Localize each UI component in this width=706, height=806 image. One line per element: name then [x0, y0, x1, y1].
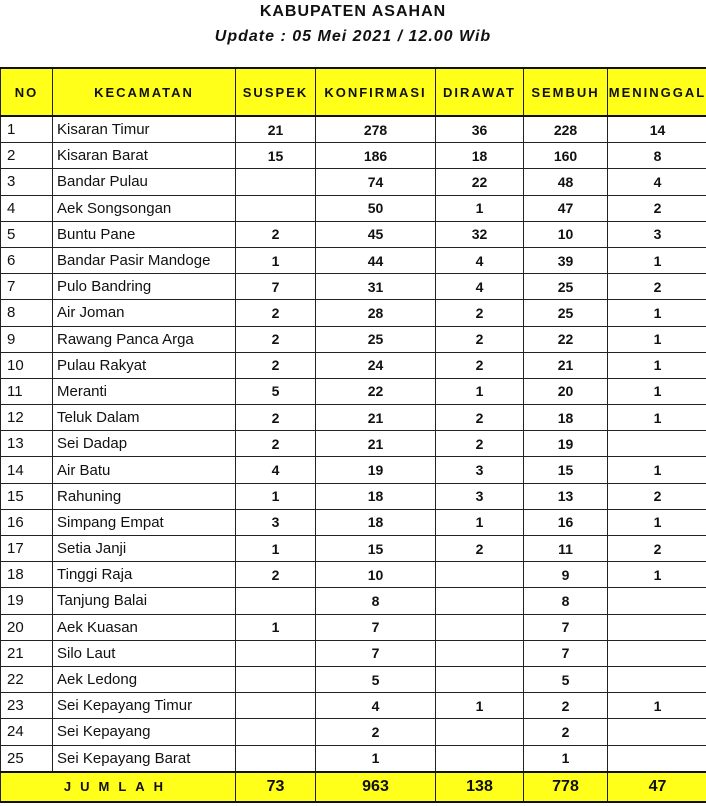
meninggal-value	[608, 431, 706, 457]
kecamatan-name: Buntu Pane	[53, 221, 236, 247]
table-row	[1, 169, 706, 195]
column-header-dirawat: DIRAWAT	[436, 68, 524, 116]
row-number: 1	[1, 116, 53, 143]
dirawat-value: 2	[436, 352, 524, 378]
konfirmasi-value: 186	[316, 143, 436, 169]
konfirmasi-value: 4	[316, 693, 436, 719]
table-row	[1, 300, 706, 326]
row-number: 10	[1, 352, 53, 378]
konfirmasi-value: 7	[316, 614, 436, 640]
dirawat-value: 2	[436, 431, 524, 457]
row-number: 9	[1, 326, 53, 352]
table-row	[1, 352, 706, 378]
sembuh-value: 19	[524, 431, 608, 457]
total-sembuh: 778	[524, 772, 608, 802]
kecamatan-name: Kisaran Timur	[53, 116, 236, 143]
table-row	[1, 483, 706, 509]
konfirmasi-value: 44	[316, 247, 436, 273]
row-number: 13	[1, 431, 53, 457]
dirawat-value	[436, 640, 524, 666]
suspek-value	[236, 693, 316, 719]
kecamatan-name: Kisaran Barat	[53, 143, 236, 169]
kecamatan-name: Aek Kuasan	[53, 614, 236, 640]
konfirmasi-value: 25	[316, 326, 436, 352]
konfirmasi-value: 45	[316, 221, 436, 247]
meninggal-value	[608, 719, 706, 745]
meninggal-value: 2	[608, 536, 706, 562]
dirawat-value: 18	[436, 143, 524, 169]
konfirmasi-value: 50	[316, 195, 436, 221]
dirawat-value: 1	[436, 378, 524, 404]
meninggal-value: 2	[608, 195, 706, 221]
sembuh-value: 20	[524, 378, 608, 404]
konfirmasi-value: 28	[316, 300, 436, 326]
table-row	[1, 247, 706, 273]
column-header-konfirmasi: KONFIRMASI	[316, 68, 436, 116]
table-row	[1, 588, 706, 614]
row-number: 12	[1, 405, 53, 431]
sembuh-value: 10	[524, 221, 608, 247]
table-body	[1, 116, 706, 772]
kecamatan-name: Air Batu	[53, 457, 236, 483]
column-header-suspek: SUSPEK	[236, 68, 316, 116]
kecamatan-name: Sei Dadap	[53, 431, 236, 457]
table-row	[1, 509, 706, 535]
konfirmasi-value: 24	[316, 352, 436, 378]
kecamatan-name: Air Joman	[53, 300, 236, 326]
row-number: 11	[1, 378, 53, 404]
row-number: 18	[1, 562, 53, 588]
suspek-value: 15	[236, 143, 316, 169]
suspek-value	[236, 169, 316, 195]
kecamatan-name: Sei Kepayang	[53, 719, 236, 745]
dirawat-value: 4	[436, 274, 524, 300]
konfirmasi-value: 2	[316, 719, 436, 745]
table-row	[1, 431, 706, 457]
table-row	[1, 143, 706, 169]
suspek-value: 1	[236, 247, 316, 273]
meninggal-value	[608, 614, 706, 640]
konfirmasi-value: 19	[316, 457, 436, 483]
sembuh-value: 1	[524, 745, 608, 772]
konfirmasi-value: 18	[316, 483, 436, 509]
dirawat-value	[436, 614, 524, 640]
row-number: 25	[1, 745, 53, 772]
suspek-value	[236, 640, 316, 666]
total-konfirmasi: 963	[316, 772, 436, 802]
dirawat-value: 22	[436, 169, 524, 195]
suspek-value: 2	[236, 221, 316, 247]
kecamatan-name: Sei Kepayang Barat	[53, 745, 236, 772]
meninggal-value: 1	[608, 247, 706, 273]
suspek-value: 2	[236, 431, 316, 457]
konfirmasi-value: 22	[316, 378, 436, 404]
meninggal-value	[608, 666, 706, 692]
sembuh-value: 25	[524, 274, 608, 300]
kecamatan-name: Aek Ledong	[53, 666, 236, 692]
total-row	[1, 772, 706, 802]
column-header-kecamatan: KECAMATAN	[53, 68, 236, 116]
suspek-value: 1	[236, 483, 316, 509]
table-row	[1, 640, 706, 666]
meninggal-value: 1	[608, 562, 706, 588]
row-number: 16	[1, 509, 53, 535]
konfirmasi-value: 21	[316, 431, 436, 457]
konfirmasi-value: 278	[316, 116, 436, 143]
sembuh-value: 7	[524, 640, 608, 666]
kecamatan-name: Tanjung Balai	[53, 588, 236, 614]
suspek-value: 1	[236, 536, 316, 562]
row-number: 23	[1, 693, 53, 719]
update-timestamp: Update : 05 Mei 2021 / 12.00 Wib	[214, 28, 492, 45]
dirawat-value: 2	[436, 405, 524, 431]
row-number: 19	[1, 588, 53, 614]
meninggal-value: 1	[608, 509, 706, 535]
dirawat-value	[436, 588, 524, 614]
meninggal-value: 3	[608, 221, 706, 247]
meninggal-value: 1	[608, 405, 706, 431]
meninggal-value	[608, 640, 706, 666]
konfirmasi-value: 74	[316, 169, 436, 195]
sembuh-value: 47	[524, 195, 608, 221]
suspek-value: 2	[236, 562, 316, 588]
suspek-value	[236, 719, 316, 745]
sembuh-value: 228	[524, 116, 608, 143]
suspek-value	[236, 666, 316, 692]
dirawat-value	[436, 562, 524, 588]
meninggal-value: 1	[608, 378, 706, 404]
suspek-value	[236, 195, 316, 221]
suspek-value	[236, 745, 316, 772]
kecamatan-name: Aek Songsongan	[53, 195, 236, 221]
row-number: 22	[1, 666, 53, 692]
sembuh-value: 7	[524, 614, 608, 640]
sembuh-value: 21	[524, 352, 608, 378]
total-label: JUMLAH	[1, 772, 236, 802]
total-meninggal: 47	[608, 772, 706, 802]
total-dirawat: 138	[436, 772, 524, 802]
sembuh-value: 8	[524, 588, 608, 614]
dirawat-value: 1	[436, 509, 524, 535]
sembuh-value: 5	[524, 666, 608, 692]
konfirmasi-value: 31	[316, 274, 436, 300]
konfirmasi-value: 15	[316, 536, 436, 562]
meninggal-value: 2	[608, 483, 706, 509]
table-row	[1, 457, 706, 483]
meninggal-value: 2	[608, 274, 706, 300]
meninggal-value: 1	[608, 457, 706, 483]
sembuh-value: 160	[524, 143, 608, 169]
table-row	[1, 666, 706, 692]
row-number: 6	[1, 247, 53, 273]
covid-cases-table	[0, 67, 706, 803]
suspek-value	[236, 588, 316, 614]
dirawat-value: 2	[436, 536, 524, 562]
sembuh-value: 9	[524, 562, 608, 588]
kecamatan-name: Bandar Pasir Mandoge	[53, 247, 236, 273]
kecamatan-name: Simpang Empat	[53, 509, 236, 535]
row-number: 4	[1, 195, 53, 221]
table-row	[1, 221, 706, 247]
dirawat-value: 36	[436, 116, 524, 143]
kecamatan-name: Teluk Dalam	[53, 405, 236, 431]
row-number: 21	[1, 640, 53, 666]
row-number: 17	[1, 536, 53, 562]
table-row	[1, 562, 706, 588]
sembuh-value: 18	[524, 405, 608, 431]
konfirmasi-value: 18	[316, 509, 436, 535]
suspek-value: 5	[236, 378, 316, 404]
dirawat-value: 1	[436, 693, 524, 719]
sembuh-value: 11	[524, 536, 608, 562]
report-title: KABUPATEN ASAHAN	[259, 3, 447, 20]
kecamatan-name: Pulo Bandring	[53, 274, 236, 300]
dirawat-value	[436, 719, 524, 745]
kecamatan-name: Rahuning	[53, 483, 236, 509]
dirawat-value: 4	[436, 247, 524, 273]
table-row	[1, 274, 706, 300]
kecamatan-name: Rawang Panca Arga	[53, 326, 236, 352]
sembuh-value: 2	[524, 693, 608, 719]
table-row	[1, 405, 706, 431]
suspek-value: 3	[236, 509, 316, 535]
dirawat-value: 32	[436, 221, 524, 247]
row-number: 8	[1, 300, 53, 326]
total-suspek: 73	[236, 772, 316, 802]
kecamatan-name: Meranti	[53, 378, 236, 404]
table-row	[1, 745, 706, 772]
suspek-value: 2	[236, 405, 316, 431]
row-number: 2	[1, 143, 53, 169]
table-row	[1, 719, 706, 745]
meninggal-value: 14	[608, 116, 706, 143]
sembuh-value: 22	[524, 326, 608, 352]
meninggal-value	[608, 745, 706, 772]
sembuh-value: 13	[524, 483, 608, 509]
meninggal-value: 1	[608, 300, 706, 326]
meninggal-value: 1	[608, 693, 706, 719]
kecamatan-name: Tinggi Raja	[53, 562, 236, 588]
suspek-value: 4	[236, 457, 316, 483]
dirawat-value: 1	[436, 195, 524, 221]
row-number: 20	[1, 614, 53, 640]
suspek-value: 21	[236, 116, 316, 143]
sembuh-value: 48	[524, 169, 608, 195]
column-header-meninggal: MENINGGAL	[608, 68, 706, 116]
kecamatan-name: Pulau Rakyat	[53, 352, 236, 378]
table-row	[1, 614, 706, 640]
row-number: 15	[1, 483, 53, 509]
table-row	[1, 195, 706, 221]
dirawat-value: 2	[436, 300, 524, 326]
dirawat-value: 2	[436, 326, 524, 352]
konfirmasi-value: 21	[316, 405, 436, 431]
konfirmasi-value: 8	[316, 588, 436, 614]
meninggal-value: 8	[608, 143, 706, 169]
suspek-value: 2	[236, 300, 316, 326]
dirawat-value	[436, 745, 524, 772]
table-header-row	[1, 68, 706, 116]
row-number: 3	[1, 169, 53, 195]
sembuh-value: 25	[524, 300, 608, 326]
meninggal-value: 4	[608, 169, 706, 195]
column-header-no: NO	[1, 68, 53, 116]
konfirmasi-value: 1	[316, 745, 436, 772]
kecamatan-name: Sei Kepayang Timur	[53, 693, 236, 719]
kecamatan-name: Silo Laut	[53, 640, 236, 666]
row-number: 7	[1, 274, 53, 300]
dirawat-value: 3	[436, 483, 524, 509]
meninggal-value: 1	[608, 326, 706, 352]
suspek-value: 2	[236, 326, 316, 352]
sembuh-value: 39	[524, 247, 608, 273]
konfirmasi-value: 7	[316, 640, 436, 666]
table-row	[1, 378, 706, 404]
table-row	[1, 116, 706, 143]
table-row	[1, 326, 706, 352]
konfirmasi-value: 10	[316, 562, 436, 588]
sembuh-value: 16	[524, 509, 608, 535]
dirawat-value	[436, 666, 524, 692]
meninggal-value: 1	[608, 352, 706, 378]
sembuh-value: 2	[524, 719, 608, 745]
column-header-sembuh: SEMBUH	[524, 68, 608, 116]
kecamatan-name: Setia Janji	[53, 536, 236, 562]
meninggal-value	[608, 588, 706, 614]
table-row	[1, 693, 706, 719]
kecamatan-name: Bandar Pulau	[53, 169, 236, 195]
suspek-value: 2	[236, 352, 316, 378]
row-number: 5	[1, 221, 53, 247]
row-number: 14	[1, 457, 53, 483]
row-number: 24	[1, 719, 53, 745]
sembuh-value: 15	[524, 457, 608, 483]
suspek-value: 1	[236, 614, 316, 640]
table-row	[1, 536, 706, 562]
dirawat-value: 3	[436, 457, 524, 483]
konfirmasi-value: 5	[316, 666, 436, 692]
suspek-value: 7	[236, 274, 316, 300]
